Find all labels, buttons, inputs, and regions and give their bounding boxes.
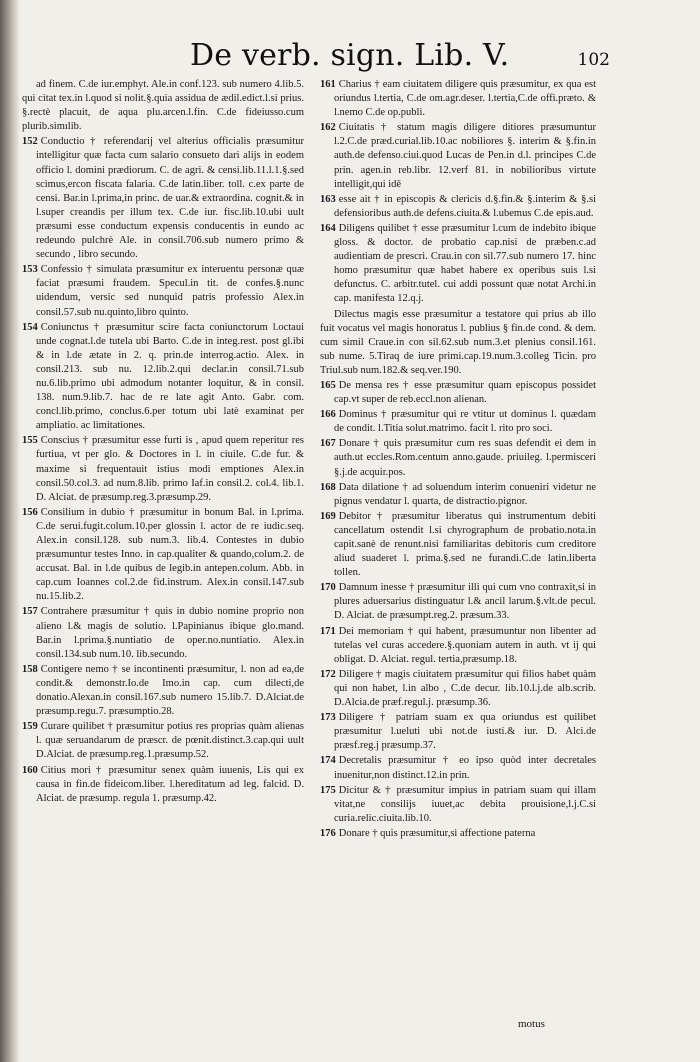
entry bbox=[320, 625, 596, 667]
entry bbox=[22, 764, 304, 806]
running-title: De verb. sign. Lib. V. bbox=[190, 38, 510, 73]
entry-number: 171 bbox=[320, 625, 336, 637]
entry-text: Confessio † simulata præsumitur ex interuentu personæ quæ faciat præsumi fraudem. Specul.in tit. de confes.§.nunc uidendum, versic sed nunquid patris professio Alex.in consil.57.sub nu.quinto,libro quinto. bbox=[36, 264, 304, 318]
entry-text: Ciuitatis † statum magis diligere ditiores præsumuntur l.2.C.de præd.curial.lib.10.ac nobiliores §. interim & §.fin.in auth.de defenso.ciui.quod Lucas de Pen.in d.l. principes C.de prin. agen.in reb.libr. 12.verf 81. in nobilioribus virtute intelligit,qui idē bbox=[334, 122, 596, 190]
entry bbox=[22, 78, 304, 134]
entry-text: Charius † eam ciuitatem diligere quis præsumitur, ex qua est oriundus l.tertia, C.de om.agr.deser. l.tertia,C.de offi.præto. & l.nemo C.de op.publi. bbox=[334, 79, 596, 119]
entry bbox=[320, 481, 596, 509]
entry bbox=[320, 379, 596, 407]
entry-number: 153 bbox=[22, 264, 38, 276]
entry-number: 154 bbox=[22, 321, 38, 333]
entry-text: Curare quilibet † præsumitur potius res proprias quàm alienas l. quæ seruandarum de præscr. de pœnit.distinct.3.cap.qui uult D.Alciat. de præsump.reg.1.præsump.52. bbox=[36, 721, 304, 761]
entry bbox=[320, 581, 596, 623]
entry-number: 168 bbox=[320, 481, 336, 493]
entry-text: Citius mori † præsumitur senex quàm iuuenis, Lis qui ex causa in fin.de fideicom.liber. l.hereditatum ad leg. falcid. D. Alciat. de præsump. regula 1. præsump.42. bbox=[36, 764, 304, 804]
page-number: 102 bbox=[577, 50, 610, 70]
entry-text: Conductio † referendarij vel alterius officialis præsumitur intelligitur quæ facta cum salario consueto dari alijs in eodem officio l. domini prædiorum. C. de agri. & censi.lib.11.l.1.§.sed scimus,ercon fiscata falaria. C.de latin.liber. toll. c.ex parte de censi. Bar.in l.prima,in princ. de uar.& extraordina. cognit.& in l.super creandis per illum tex. C.de iur. fisc.lib.10.ubi uult præsumi esse conductum expensis conducentis in eundo ac redeundo pulchrè Ale. in consil.706.sub numero primo & secundo , libro secundo. bbox=[36, 136, 304, 261]
entry bbox=[320, 668, 596, 710]
entry-number: 169 bbox=[320, 510, 336, 522]
entry-text: Coniunctus † præsumitur scire facta coniunctorum l.octaui unde cognat.l.de tutela ubi Barto. C.de in integ.rest. post gl.ibi & in l.de ætate in 2. q. prin.de interrog.actio. Alex. in consil.213. sub nu. 12.lib.2.qui declar.in consil.71.sub nu.6.lib.primo ubi admodum notanter loquitur, & in consil. 138. num.9.lib.7. hac de re late agit Anto. Gabr. com. concl.lib.primo, conclus.6.per totum ubi latè examinat per ampliatio. ac limitationes. bbox=[36, 321, 304, 432]
entry-number: 164 bbox=[320, 222, 336, 234]
entry-text: Contigere nemo † se incontinenti præsumitur, l. non ad ea,de condit.& demonstr.Io.de Imo.in cap. cum dilecti,de donatio.Alexan.in consil.167.sub numero 15.lib.7. D.Alciat.de præsump.regu.7. præsumptio.28. bbox=[36, 663, 304, 718]
entry-number: 152 bbox=[22, 136, 38, 148]
entry-text: Decretalis præsumitur † eo ipso quòd inter decretales inuenitur,non distinct.12.in prin. bbox=[334, 755, 596, 781]
entry bbox=[22, 321, 304, 434]
entry bbox=[320, 408, 596, 436]
entry-text: Dominus † præsumitur qui re vtitur ut dominus l. quædam de condit. l.Titia solut.matrimo. facit l. rito pro soci. bbox=[334, 409, 596, 435]
entry-number: 166 bbox=[320, 409, 336, 421]
entry-text: Conscius † præsumitur esse furti is , apud quem reperitur res furtiua, vt per glo. & Doctores in l. in ciuile. C.de fur. & maxime si frequentauit istius modi emptiones Alex.in consil.50.col.3. ad num.8.lib. primo Iaf.in consil.2. col.4. lib.1. D. Alciat. de præsump.reg.3.præsump.29. bbox=[36, 435, 304, 503]
entry-text: Dei memoriam † qui habent, præsumuntur non libenter ad tutelas vel curas accedere.§.quoniam autem in auth. vt ij qui obligat. D. Alciat. regul. tertia,præsump.18. bbox=[334, 625, 596, 665]
entry-number: 172 bbox=[320, 668, 336, 680]
entry-text: Dicitur & † præsumitur impius in patriam suam qui illam vitat,ne consilijs iuuet,ac debita prouisione,l.j.C.si curia.relic.ciuita.lib.10. bbox=[334, 784, 596, 824]
entry bbox=[320, 308, 596, 378]
entry-text: Dilectus magis esse præsumitur a testatore qui prius ab illo fuit vocatus vel magis honoratus l. publius § fin.de cond. & dem. cum simil Craue.in con sil.62.sub num.3.et plenius consil.161. sub nume. 5.Tiraq de iure primi.cap.19.num.3.colleg Ticin. pro Triul.sub num.182.& seq.ver.190. bbox=[320, 308, 596, 376]
entry bbox=[22, 135, 304, 262]
entry-text: ad finem. C.de iur.emphyt. Ale.in conf.123. sub numero 4.lib.5. qui citat tex.in l.quod si nolit.§.quia assidua de ædil.edict.l.si prius. §.rectè placuit, de aqua plu.arcen.l.fin. C.de fideiusso.cum plurib.simılib. bbox=[22, 79, 304, 133]
entry-number: 167 bbox=[320, 438, 336, 450]
page-gutter-shadow bbox=[0, 0, 20, 1062]
entry-text: Diligere † magis ciuitatem præsumitur qui filios habet quàm qui non habet, l.in albo , C.de decur. lib.10.l.j.de alb.scrib. D.Alcia.de præf.regul.j. præsump.36. bbox=[334, 668, 596, 709]
catchword: motus bbox=[518, 1018, 545, 1030]
entry bbox=[320, 437, 596, 479]
entry-number: 155 bbox=[22, 435, 38, 447]
entry bbox=[320, 193, 596, 221]
entry-text: Damnum inesse † præsumitur illi qui cum vno contraxit,si in plures aduersarius distinguatur l.& ancil larum.§.vlt.de pecul. D. Alciat. de præsumpt.reg.2. præsum.33. bbox=[334, 582, 596, 622]
entry-number: 163 bbox=[320, 193, 336, 205]
entry bbox=[320, 754, 596, 782]
entry bbox=[22, 263, 304, 319]
left-column bbox=[22, 78, 304, 1053]
entry-number: 158 bbox=[22, 663, 38, 675]
right-column bbox=[320, 78, 596, 1053]
entry-text: Consilium in dubio † præsumitur in bonum Bal. in l.prima. C.de serui.fugit.colum.10.per glossin l. actor de re iudic.seq. Alex.in consil.128. sub num.3. lib.4. Contestes in dubio præsumuntur testes Inno. in cap.qualiter & quando,colum.2. de accusat. Bal. in l.de quibus de legib.in antepen.colum. Abb. in cap.cum Ioannes col.2.de fid.instrum. Alex.in consil.147.sub nu.15.lib.2. bbox=[36, 506, 304, 603]
entry bbox=[22, 605, 304, 661]
entry-number: 161 bbox=[320, 79, 336, 90]
entry-text: Diligens quilibet † esse præsumitur l.cum de indebito ibique gloss. & doctor. de probatio cap.nisi de præben.c.ad audientiam de prescri. Crau.in con sil.77.sub numero 17. hinc homo præsumitur quæ habet habere ex operibus suis l.si defunctus. C. arbitr.tutel. cui addi possunt quæ notat Archi.in cap. manifesta 12.q.j. bbox=[334, 222, 596, 305]
entry-text: Donare † quis præsumitur,si affectione paterna bbox=[338, 827, 536, 839]
entry-text: Diligere † patriam suam ex qua oriundus est quilibet præsumitur l.ueluti ubi not.de iusti.& iur. D. Alci.de præsf.reg.j præsump.37. bbox=[334, 712, 596, 752]
entry bbox=[320, 222, 596, 307]
entry-number: 160 bbox=[22, 764, 38, 776]
entry-number: 174 bbox=[320, 755, 336, 767]
entry bbox=[22, 506, 304, 605]
entry-text: Donare † quis præsumitur cum res suas defendit ei dem in auth.ut eccles.Rom.centum anno.gaude. priuileg. l.permisceri §.j.de acquir.pos. bbox=[334, 438, 596, 478]
entry-text: Contrahere præsumitur † quis in dubio nomine proprio non alieno l.& magis de solutio. l.Papinianus ibique glo.mand. Bar.in l.prima.§.nuntiatio de oper.no.nuntiatio. Alex.in consil.134.sub num.10. lib.secundo. bbox=[36, 606, 304, 660]
entry bbox=[320, 711, 596, 753]
entry bbox=[320, 121, 596, 191]
entry-number: 165 bbox=[320, 379, 336, 391]
entry-text: De mensa res † esse præsumitur quam episcopus possidet cap.vt super de reb.eccl.non alienan. bbox=[334, 379, 596, 406]
entry bbox=[22, 720, 304, 762]
page-header bbox=[150, 36, 670, 76]
entry-number: 159 bbox=[22, 721, 38, 733]
entry-number: 170 bbox=[320, 582, 336, 594]
entry bbox=[320, 510, 596, 580]
entry-number: 173 bbox=[320, 712, 336, 724]
entry-number: 162 bbox=[320, 122, 336, 134]
entry-text: esse ait † in episcopis & clericis d.§.fin.& §.interim & §.si defensioribus auth.de defens.ciuita.& l.ubemus C.de epis.aud. bbox=[334, 193, 596, 219]
entry-number: 157 bbox=[22, 606, 38, 618]
entry bbox=[320, 784, 596, 826]
entry-number: 176 bbox=[320, 827, 336, 839]
entry bbox=[22, 434, 304, 504]
entry bbox=[320, 827, 596, 841]
entry bbox=[320, 78, 596, 120]
entry bbox=[22, 663, 304, 719]
entry-number: 175 bbox=[320, 784, 336, 796]
entry-number: 156 bbox=[22, 506, 38, 518]
entry-text: Data dilatione † ad soluendum interim conueniri videtur ne pignus vendatur l. quarta, de distractio.pignor. bbox=[334, 481, 596, 507]
entry-text: Debitor † præsumitur liberatus qui instrumentum debiti cancellatum ostendit l.si chyrographum de probatio.nota.in capit.sanè de renunt.nisi familiaritas debitoris cum creditore aliud suaderet l. prima.§.sed ne furandi.C.de latin.liberta tollen. bbox=[334, 510, 596, 579]
